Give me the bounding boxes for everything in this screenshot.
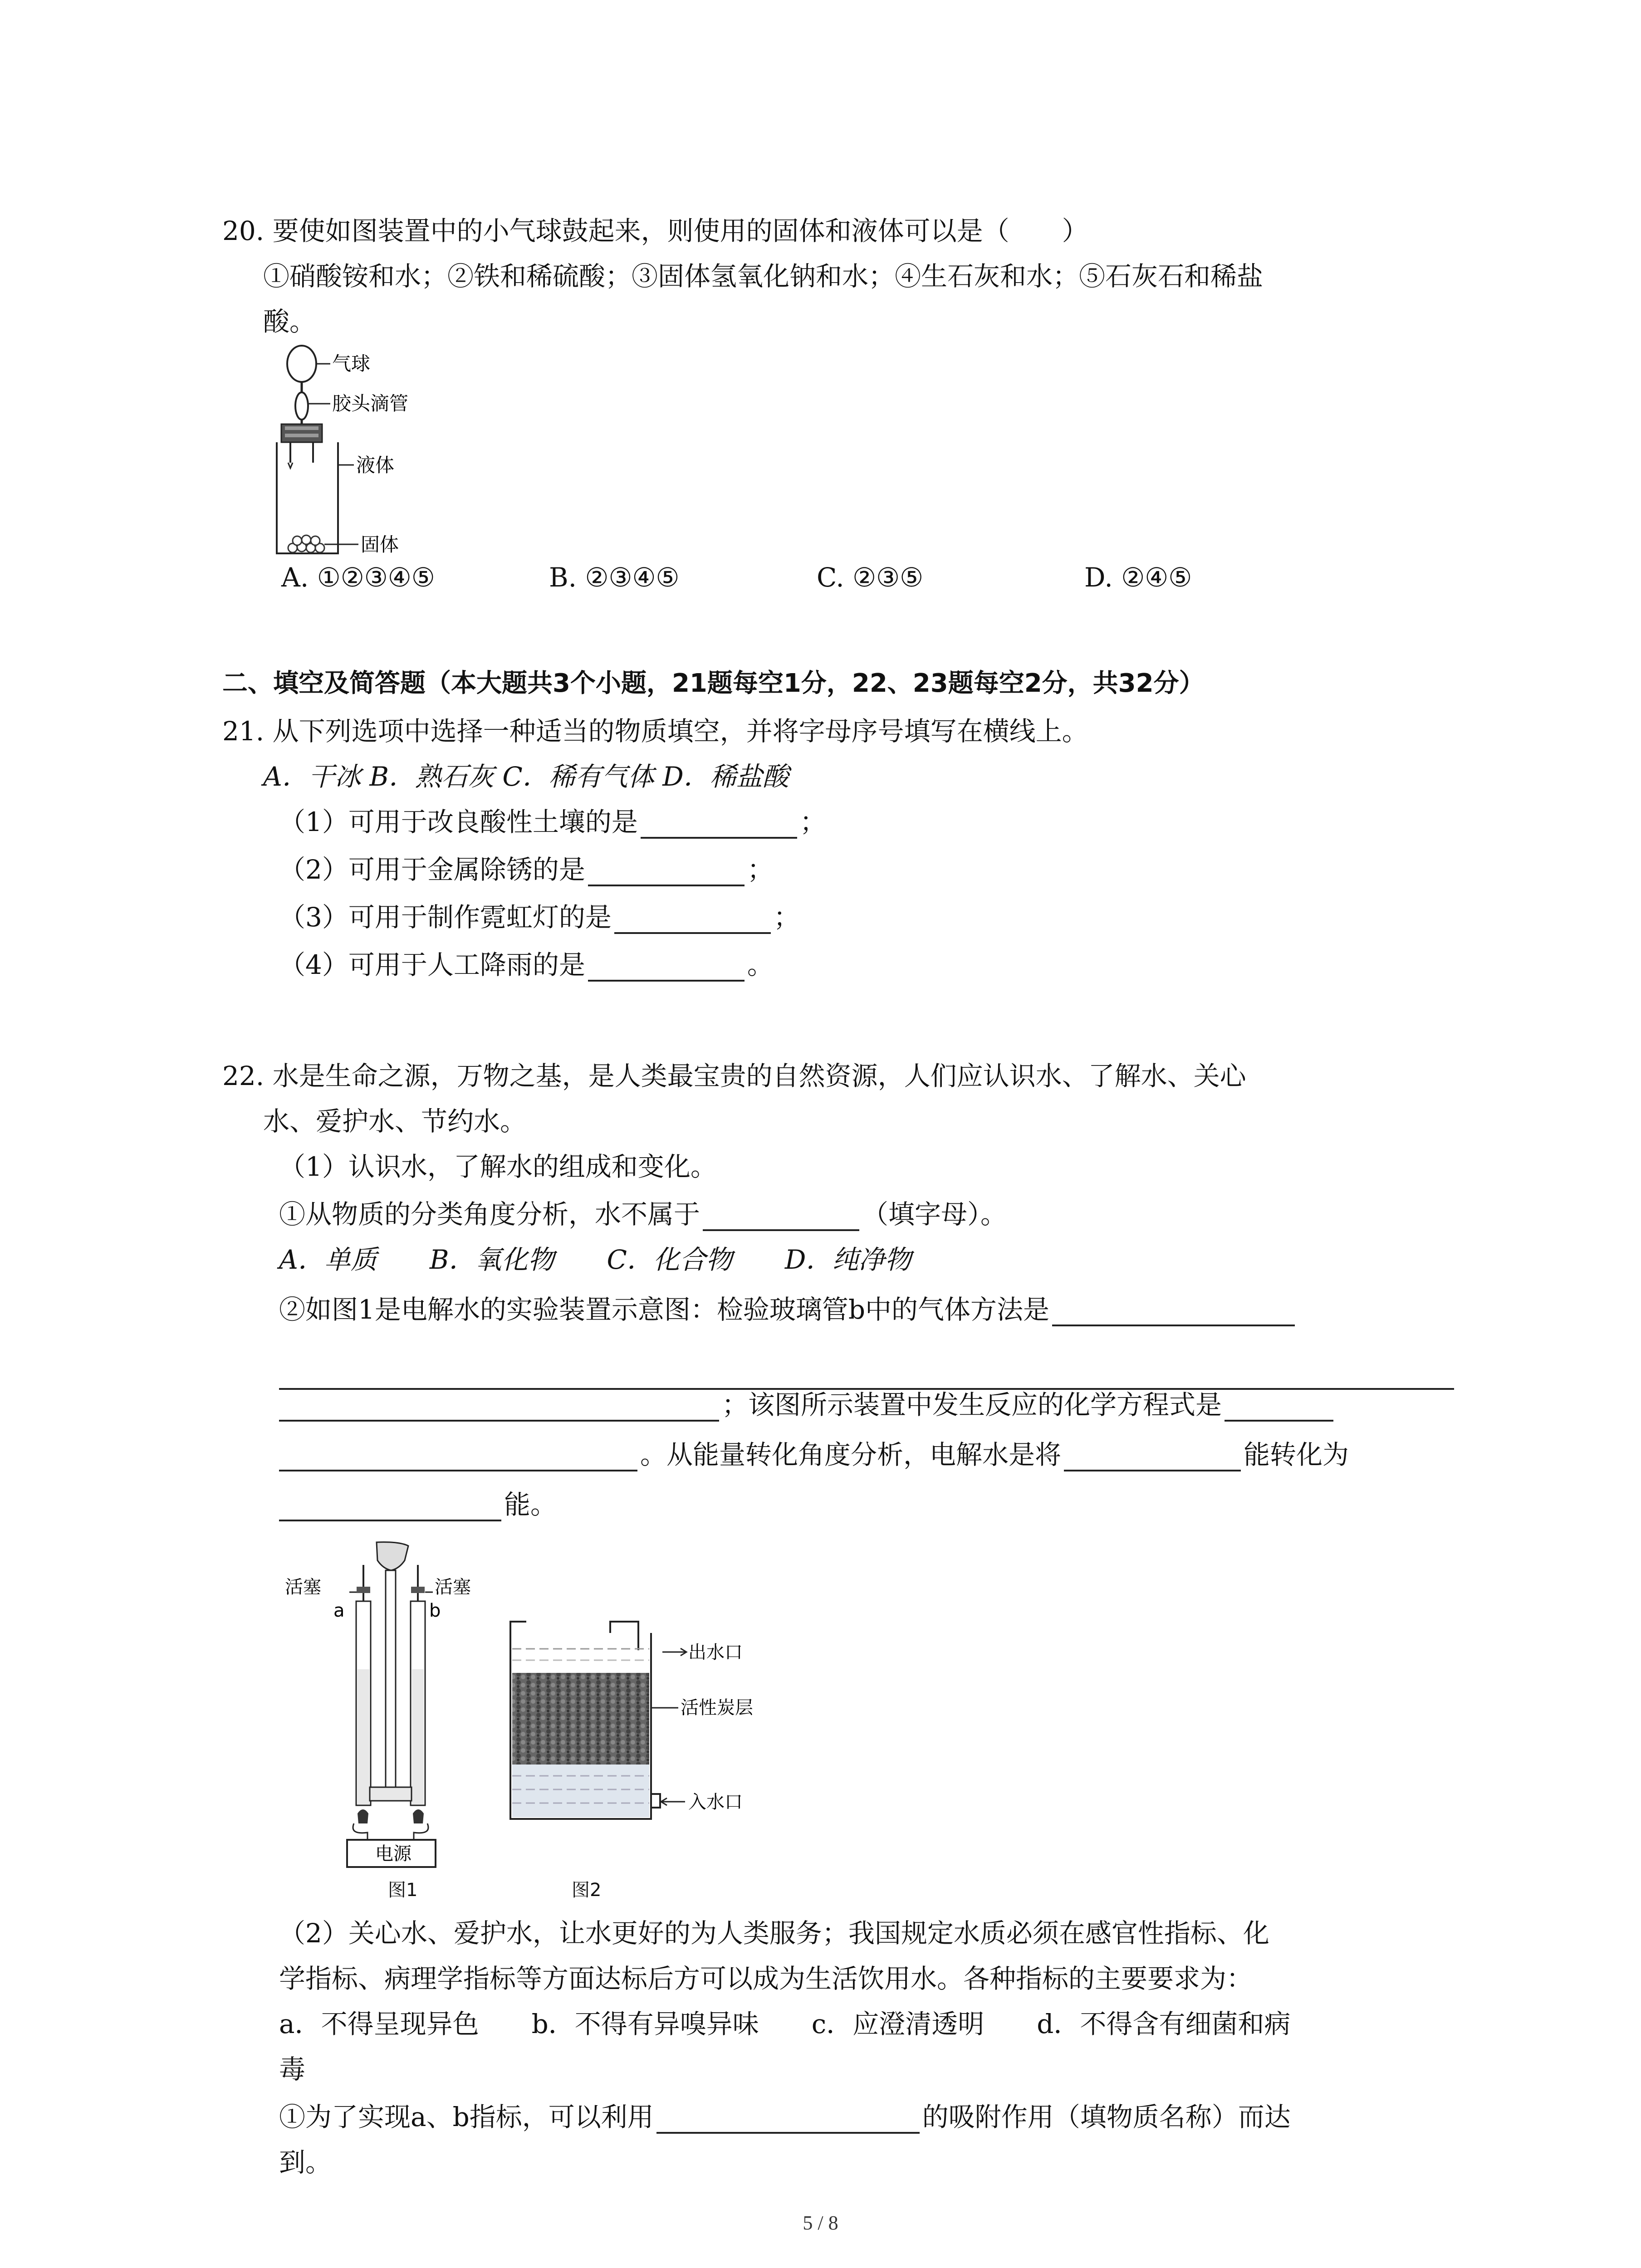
- q22-sub1-suffix: （填字母）。: [862, 1199, 1007, 1230]
- page-number: 5 / 8: [803, 2212, 838, 2234]
- q22-part2-sub1-suffix: 的吸附作用（填物质名称）而达: [922, 2102, 1291, 2132]
- q22-sub2-equation-text: ；该图所示装置中发生反应的化学方程式是: [722, 1389, 1222, 1420]
- q22-part2-line2: 学指标、病理学指标等方面达标后方可以成为生活饮用水。各种指标的主要要求为：: [279, 1963, 1253, 1994]
- q21-part1-text: （1）可用于改良酸性土壤的是: [279, 807, 638, 837]
- q21-part2-text: （2）可用于金属除锈的是: [279, 854, 585, 885]
- label-liquid: 液体: [356, 454, 395, 476]
- q21-part3-text: （3）可用于制作霓虹灯的是: [279, 902, 612, 933]
- q22-part2-sub1: [279, 2100, 1291, 2134]
- q20-stem: 20. 要使如图装置中的小气球鼓起来，则使用的固体和液体可以是（ ）: [222, 215, 1088, 246]
- fig1-label-power: 电源: [375, 1843, 411, 1864]
- q22-sub1: [279, 1198, 1007, 1231]
- q21-part2: [279, 853, 774, 886]
- q22-blank-classification[interactable]: [703, 1202, 859, 1231]
- q22-part2-line3: a．不得呈现异色 b．不得有异嗅异味 c．应澄清透明 d．不得含有细菌和病: [279, 2009, 1291, 2039]
- fig2-activated-carbon-filter: [506, 1615, 787, 1828]
- q20-option-d: D. ②④⑤: [1084, 562, 1192, 593]
- q21-part1: [279, 805, 826, 839]
- q21-blank-2[interactable]: [588, 857, 745, 886]
- q22-sub2-line1: [279, 1293, 1298, 1326]
- fig1-label-stopcock-left: 活塞: [285, 1577, 321, 1598]
- q21-choices: A．干冰 B．熟石灰 C．稀有气体 D．稀盐酸: [263, 761, 789, 792]
- q22-blank-energy-from[interactable]: [1064, 1442, 1241, 1471]
- q22-part2-line4: 毒: [279, 2054, 306, 2085]
- q22-blank-test-method-end[interactable]: [279, 1393, 719, 1422]
- q20-items-line2: 酸。: [263, 306, 316, 337]
- q20-apparatus-figure: [263, 345, 499, 562]
- fig2-label-carbon: 活性炭层: [681, 1697, 753, 1718]
- q22-sub1-choices: A．单质 B．氧化物 C．化合物 D．纯净物: [279, 1244, 911, 1275]
- q22-part2-sub1-text: ①为了实现a、b指标，可以利用: [279, 2102, 654, 2132]
- section2-title: 二、填空及简答题（本大题共3个小题，21题每空1分，22、23题每空2分，共32分）: [222, 669, 1205, 698]
- q22-part2-sub1-end: 到。: [279, 2147, 332, 2178]
- fig2-label-inlet: 入水口: [688, 1792, 743, 1813]
- q21-part4-text: （4）可用于人工降雨的是: [279, 949, 585, 980]
- q22-part1-heading: （1）认识水，了解水的组成和变化。: [279, 1151, 717, 1182]
- q21-blank-4[interactable]: [588, 953, 745, 982]
- q22-sub2-line2: [279, 1388, 1336, 1422]
- label-balloon: 气球: [332, 352, 371, 375]
- q22-blank-energy-to[interactable]: [279, 1492, 501, 1521]
- fig1-label-a: a: [333, 1600, 345, 1621]
- q22-sub2-energy-text: 。从能量转化角度分析，电解水是将: [640, 1439, 1062, 1470]
- fig1-label-b: b: [429, 1600, 441, 1621]
- q22-sub2-line3: [279, 1438, 1349, 1471]
- q22-sub1-text: ①从物质的分类角度分析，水不属于: [279, 1199, 700, 1230]
- q21-stem: 21. 从下列选项中选择一种适当的物质填空，并将字母序号填写在横线上。: [222, 716, 1088, 747]
- fig2-caption: 图2: [572, 1880, 602, 1901]
- fig1-electrolysis-apparatus: [272, 1533, 490, 1869]
- fig1-caption: 图1: [388, 1880, 418, 1901]
- q21-part3-semi: ；: [773, 902, 800, 933]
- fig2-label-outlet: 出水口: [688, 1642, 743, 1663]
- q21-part4-period: 。: [747, 949, 774, 980]
- q22-blank-test-method[interactable]: [1052, 1297, 1295, 1326]
- q22-blank-equation[interactable]: [1225, 1393, 1333, 1422]
- q22-blank-adsorbent[interactable]: [656, 2105, 920, 2134]
- q21-blank-1[interactable]: [641, 810, 797, 839]
- q21-part4: [279, 948, 774, 982]
- fig1-label-stopcock-right: 活塞: [435, 1577, 471, 1598]
- q22-sub2-line4: [279, 1488, 557, 1521]
- label-solid: 固体: [361, 533, 399, 556]
- q21-part3: [279, 900, 800, 934]
- q22-stem-line1: 22. 水是生命之源，万物之基，是人类最宝贵的自然资源，人们应认识水、了解水、关心: [222, 1061, 1246, 1091]
- q20-option-b: B. ②③④⑤: [549, 562, 680, 593]
- label-dropper: 胶头滴管: [332, 392, 409, 415]
- q20-option-a: A. ①②③④⑤: [281, 562, 435, 593]
- q22-sub2-energy-end: 能。: [504, 1489, 557, 1520]
- q22-stem-line2: 水、爱护水、节约水。: [263, 1106, 527, 1137]
- q22-sub2-text: ②如图1是电解水的实验装置示意图：检验玻璃管b中的气体方法是: [279, 1294, 1050, 1325]
- q21-blank-3[interactable]: [614, 905, 771, 934]
- q22-part2-line1: （2）关心水、爱护水，让水更好的为人类服务；我国规定水质必须在感官性指标、化: [279, 1918, 1269, 1949]
- q21-part2-semi: ；: [747, 854, 774, 885]
- q20-option-c: C. ②③⑤: [817, 562, 924, 593]
- q22-blank-equation-cont[interactable]: [279, 1442, 637, 1471]
- q21-part1-semi: ；: [799, 807, 826, 837]
- q22-sub2-energy-to: 能转化为: [1244, 1439, 1349, 1470]
- q20-items-line1: ①硝酸铵和水；②铁和稀硫酸；③固体氢氧化钠和水；④生石灰和水；⑤石灰石和稀盐: [263, 261, 1264, 292]
